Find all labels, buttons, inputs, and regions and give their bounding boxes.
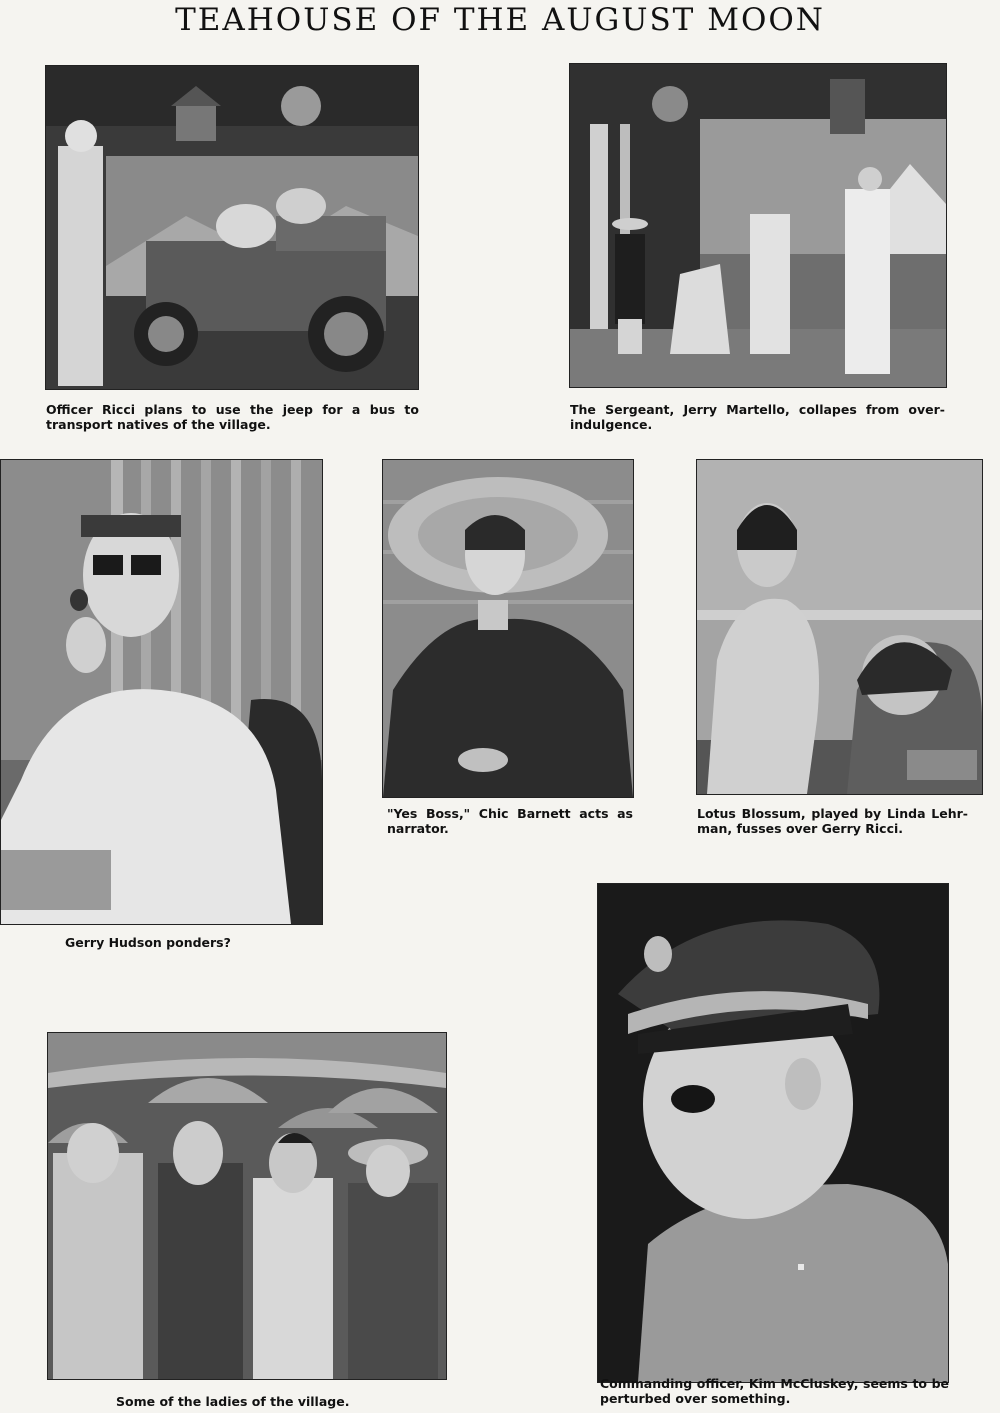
caption-gerry-hudson: Gerry Hudson ponders? — [65, 935, 231, 950]
photo-stage-scene — [569, 63, 947, 388]
photo-chic-barnett — [382, 459, 634, 798]
photo-kim-mccluskey — [597, 883, 949, 1383]
caption-lotus-blossum: Lotus Blossum, played by Linda Lehr-man, fusses over Gerry Ricci. — [697, 806, 968, 836]
caption-jeep-scene: Officer Ricci plans to use the jeep for a bus to transport natives of the village. — [46, 402, 419, 432]
caption-kim-mccluskey: Commanding officer, Kim McCluskey, seems to be perturbed over something. — [600, 1376, 949, 1406]
caption-stage-scene: The Sergeant, Jerry Martello, collapes from over-indulgence. — [570, 402, 945, 432]
caption-village-ladies: Some of the ladies of the village. — [116, 1394, 350, 1409]
page-title: TEAHOUSE OF THE AUGUST MOON — [175, 2, 825, 38]
photo-gerry-hudson — [0, 459, 323, 925]
caption-chic-barnett: "Yes Boss," Chic Barnett acts as narrator. — [387, 806, 633, 836]
photo-jeep-scene — [45, 65, 419, 390]
photo-village-ladies — [47, 1032, 447, 1380]
photo-lotus-blossum — [696, 459, 983, 795]
